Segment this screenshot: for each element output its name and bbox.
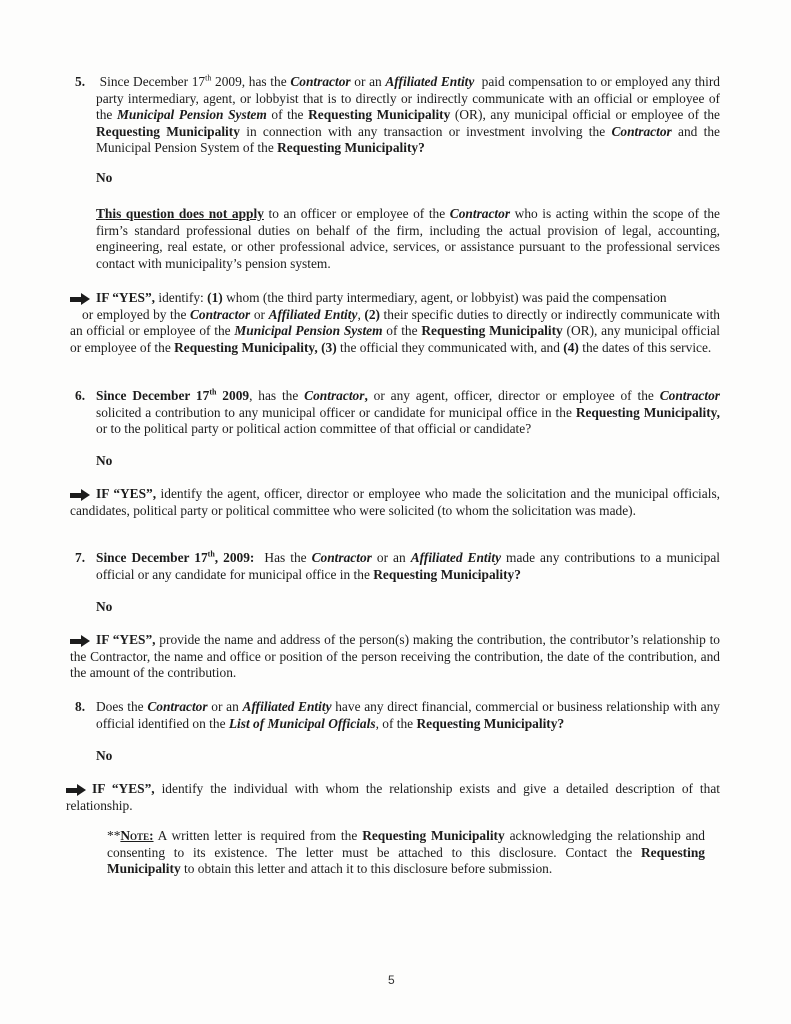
question-5-if-yes: IF “YES”, identify: (1) whom (the third party intermediary, agent, or lobbyist) was paid the compensation or employed by the Contractor or Affiliated Entity, (2) their specific duties to directly or indirectly communicate with an official or employee of the Municipal Pension System of the Requesting Municipality (OR), any municipal official or employee of the Requesting Municipality, (3) the official they communicated with, and (4) the dates of this service. <box>70 290 720 355</box>
question-6-text: Since December 17th 2009, has the Contractor, or any agent, officer, director or employee of the Contractor solicited a contribution to any municipal officer or candidate for municipal office in the Requesting Municipality, or to the political party or political action committee of that official or candidate? <box>96 387 720 437</box>
question-7-text: Since December 17th, 2009: Has the Contractor or an Affiliated Entity made any contributions to a municipal official or any candidate for municipal office in the Requesting Municipality? <box>96 549 721 582</box>
question-6-if-yes: IF “YES”, identify the agent, officer, director or employee who made the solicitation and the municipal officials, candidates, political party or political committee who were solicited (to whom the solicitation was made). <box>70 486 720 518</box>
question-7-number: 7. <box>75 550 86 565</box>
question-7-answer: No <box>96 599 113 614</box>
question-8-answer: No <box>96 748 113 763</box>
question-8-text: Does the Contractor or an Affiliated Entity have any direct financial, commercial or business relationship with any official identified on the List of Municipal Officials, of the Requesting Municipality? <box>96 699 721 731</box>
arrow-right-icon <box>66 785 86 795</box>
question-5-exemption: This question does not apply to an officer or employee of the Contractor who is acting within the scope of the firm’s standard professional duties on behalf of the firm, including the actual provision of legal, accounting, engineering, real estate, or other professional advice, services, or assistance pursuant to the professional services contact with municipality’s pension system. <box>96 206 721 271</box>
page-number: 5 <box>388 973 395 987</box>
question-5-answer: No <box>96 170 113 185</box>
arrow-right-icon <box>70 294 90 304</box>
question-6-answer: No <box>96 453 113 468</box>
question-7-if-yes: IF “YES”, provide the name and address of the person(s) making the contribution, the contributor’s relationship to the Contractor, the name and office or position of the person receiving the contribution, the date of the contribution, and the amount of the contribution. <box>70 632 721 681</box>
question-5-number: 5. <box>75 74 86 89</box>
question-8-number: 8. <box>75 699 86 714</box>
question-5-text: Since December 17th 2009, has the Contractor or an Affiliated Entity paid compensation to or employed any third party intermediary, agent, or lobbyist that is to directly or indirectly communicate with an official or employee of the Municipal Pension System of the Requesting Municipality (OR), any municipal official or employee of the Requesting Municipality in connection with any transaction or investment involving the Contractor and the Municipal Pension System of the Requesting Municipality? <box>96 73 721 156</box>
arrow-right-icon <box>70 636 90 646</box>
question-6-number: 6. <box>75 388 86 403</box>
arrow-right-icon <box>70 490 90 500</box>
question-8-if-yes: IF “YES”, identify the individual with whom the relationship exists and give a detailed description of that relationship. <box>66 781 720 813</box>
note-block: **Note: A written letter is required from the Requesting Municipality acknowledging the relationship and consenting to its existence. The letter must be attached to this disclosure. Contact the Requesting Municipality to obtain this letter and attach it to this disclosure before submission. <box>107 828 705 877</box>
term-contractor: Contractor <box>290 74 351 89</box>
note-label: Note: <box>120 828 154 843</box>
